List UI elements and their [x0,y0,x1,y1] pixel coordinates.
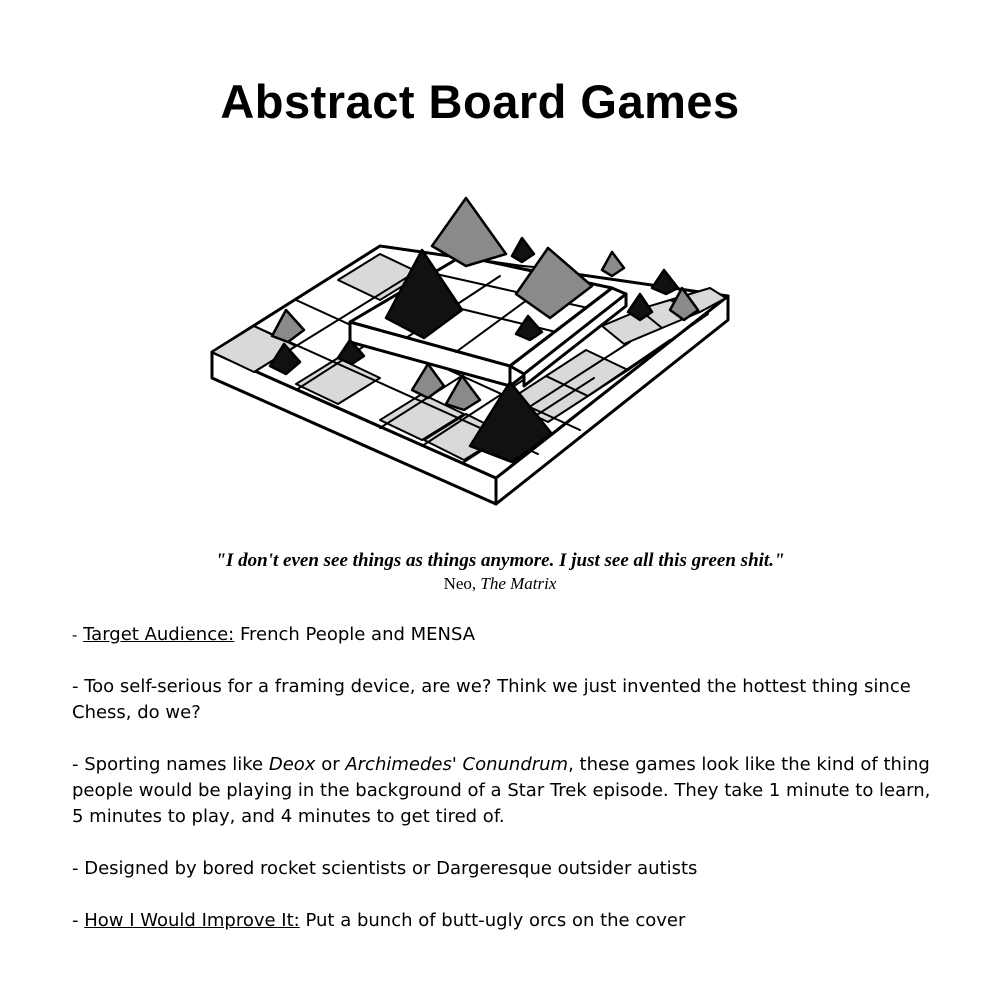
improve-text: Put a bunch of butt-ugly orcs on the cover [305,910,686,931]
bullet-dash: - [72,626,78,644]
page-title: Abstract Board Games [220,75,740,128]
quote-speaker: Neo, [443,574,477,593]
game-name-archimedes: Archimedes' Conundrum [345,754,569,775]
sporting-names-or: or [321,754,340,775]
bullet-list [72,622,942,960]
game-name-deox: Deox [268,754,316,775]
quote-source: The Matrix [480,574,557,593]
sporting-names-prefix: - Sporting names like [72,754,264,775]
improve-label: How I Would Improve It: [84,910,300,931]
board-game-illustration [200,190,760,520]
bullet-sporting-names [72,752,942,830]
quote-text: "I don't even see things as things anymore. I just see all this green shit." [215,550,785,571]
board-game-drawing [200,190,760,520]
quote-attribution [0,573,1000,595]
bullet-improve [72,908,942,934]
target-audience-text: French People and MENSA [239,624,476,645]
target-audience-label: Target Audience: [83,624,235,645]
epigraph [0,549,1000,595]
sporting-names-rest: , these games look like the kind of thing people would be playing in the background of a Star Trek episode. They take 1 minute to learn, 5 minutes to play, and 4 minutes to get tired of. [72,754,931,827]
bullet-self-serious: - Too self-serious for a framing device, are we? Think we just invented the hottest thing since Chess, do we? [72,676,911,723]
bullet-target-audience [72,622,942,648]
bullet-dash: - [72,910,79,931]
bullet-designed-by: - Designed by bored rocket scientists or Dargeresque outsider autists [72,858,698,879]
